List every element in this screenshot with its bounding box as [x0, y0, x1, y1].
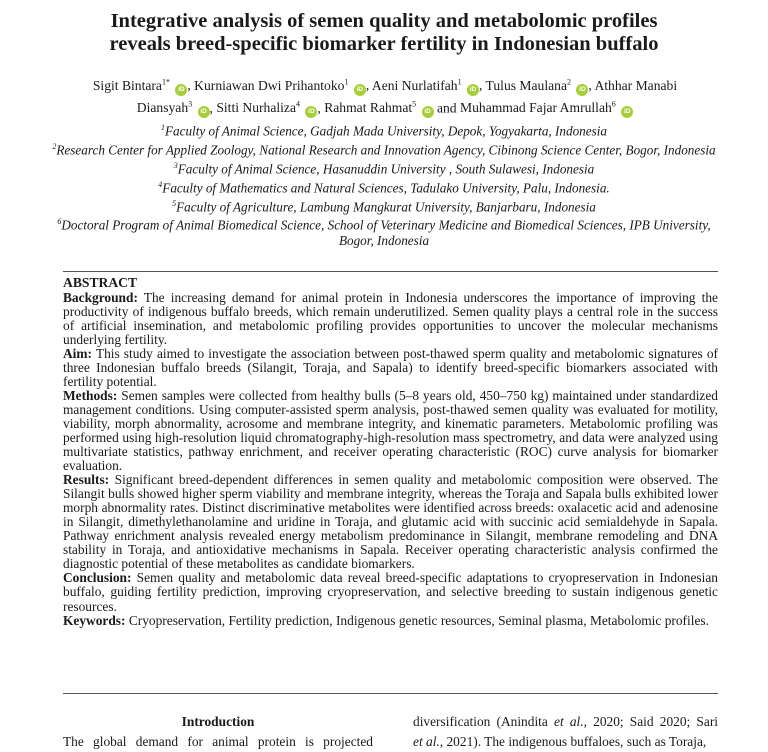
affiliation-mark: 5: [172, 198, 177, 208]
abstract-top-divider: [63, 271, 718, 272]
text-run: diversification (Anindita: [413, 714, 554, 729]
affiliation-mark: 2: [52, 141, 57, 151]
abstract-section: [63, 473, 718, 571]
abstract: [63, 276, 718, 628]
body-text-line: [413, 732, 718, 752]
affiliation: [40, 120, 728, 139]
affiliation-mark: 6: [57, 217, 62, 227]
title-line-2: reveals breed-specific biomarker fertility in Indonesian buffalo: [109, 33, 659, 55]
text-run-italic: et al.: [413, 734, 440, 749]
orcid-icon[interactable]: iD: [467, 84, 479, 96]
affiliation: [40, 177, 728, 196]
author-name: Aeni Nurlatifah: [371, 77, 458, 93]
abstract-section-text: Cryopreservation, Fertility prediction, Indigenous genetic resources, Seminal plasma, Metabolomic profiles.: [125, 612, 709, 628]
author-affiliation-mark: 4: [296, 99, 300, 109]
abstract-bottom-divider: [63, 693, 718, 694]
abstract-section-label: Results:: [63, 472, 110, 488]
orcid-icon[interactable]: iD: [621, 106, 633, 118]
text-run: , 2021). The indigenous buffaloes, such as Toraja,: [439, 734, 707, 749]
column-right: [413, 712, 718, 752]
author-affiliation-mark: 3: [188, 99, 193, 109]
abstract-section-label: Background:: [63, 289, 138, 305]
affiliation-mark: 3: [173, 160, 178, 170]
author-name: Rahmat Rahmat: [324, 100, 413, 116]
abstract-section-text: The increasing demand for animal protein in Indonesia underscores the importance of improving the productivity of indigenous buffalo breeds, which remain underutilized. Semen quality plays a central role in the success of artificial insemination, and metabolomic profiling provides opportunities to uncover the molecular mechanisms underlying fertility.: [63, 289, 718, 347]
author: [324, 100, 433, 115]
author-affiliation-mark: 2: [567, 77, 571, 86]
body-text-line: The global demand for animal protein is projected: [63, 734, 373, 749]
affiliation-text: Faculty of Mathematics and Natural Sciences, Tadulako University, Palu, Indonesia.: [162, 180, 610, 196]
author: [372, 78, 479, 93]
author-name: Muhammad Fajar Amrullah: [460, 100, 612, 116]
author-name: Sitti Nurhaliza: [216, 100, 296, 116]
body-text-line: [413, 712, 718, 732]
orcid-icon[interactable]: iD: [422, 106, 434, 118]
title-line-1: Integrative analysis of semen quality and metabolomic profiles: [110, 10, 658, 32]
affiliation: [40, 214, 728, 248]
author-name: Kurniawan Dwi Prihantoko: [194, 77, 345, 93]
abstract-section-text: This study aimed to investigate the association between post-thawed sperm quality and metabolomic signatures of three Indonesian buffalo breeds (Silangit, Toraja, and Sapala) to identify breed-specific biomarkers associated with fertility potential.: [63, 345, 718, 389]
author-affiliation-mark: 5: [412, 99, 417, 109]
column-left: [63, 712, 373, 752]
text-run: , 2020; Said 2020; Sari: [583, 714, 719, 729]
abstract-section: [63, 347, 718, 389]
introduction-heading: Introduction: [181, 714, 255, 729]
abstract-section-text: Semen samples were collected from healthy bulls (5–8 years old, 450–750 kg) maintained under standardized management conditions. Using computer-assisted sperm analysis, post-thawed semen quality was evaluated for motility, viability, morph abnormality, acrosome and membrane integrity, and kinematic parameters. Metabolomic profiling was performed using high-resolution liquid chromatography-high-resolution mass spectrometry, and data were analyzed using multivariate statistics, pathway enrichment, and receiver operating characteristic (ROC) curve analysis for biomarker evaluation.: [63, 387, 718, 474]
affiliation-mark: 4: [158, 179, 163, 189]
orcid-icon[interactable]: iD: [198, 106, 210, 118]
abstract-section-label: Methods:: [63, 387, 118, 403]
author-separator: ,: [187, 77, 195, 93]
author-affiliation-mark: 1: [344, 77, 349, 86]
affiliation-text: Faculty of Animal Science, Hasanuddin University , South Sulawesi, Indonesia: [177, 161, 595, 177]
author-affiliation-mark: 1*: [161, 77, 170, 86]
author-separator: ,: [209, 100, 217, 116]
author-name: Athhar Manabi Diansyah: [136, 77, 678, 116]
text-run-italic: et al.: [554, 714, 584, 729]
abstract-section: [63, 614, 718, 628]
author: [460, 100, 633, 115]
author-name: Sigit Bintara: [92, 77, 162, 93]
author: [486, 78, 589, 93]
affiliation: [40, 139, 728, 158]
author-separator: ,: [317, 100, 325, 116]
author-list: [90, 73, 680, 118]
abstract-section-text: Significant breed-dependent differences in semen quality and metabolomic composition were observed. The Silangit bulls showed higher sperm viability and membrane integrity, whereas the Toraja and Sapala bulls exhibited lower morph abnormality rates. Distinct discriminative metabolites were identified across breeds: oxalacetic acid and adenosine in Silangit, dimethylethanolamine and uridine in Toraja, and glutamic acid with succinic acid semialdehyde in Sapala. Pathway enrichment analysis revealed energy metabolism predominance in Silangit, membrane remodeling and DNA stability in Toraja, and antioxidative mechanisms in Sapala. Receiver operating characteristic analysis confirmed the diagnostic potential of these metabolites as candidate biomarkers.: [63, 472, 718, 572]
abstract-section: [63, 571, 718, 613]
affiliation-text: Faculty of Animal Science, Gadjah Mada University, Depok, Yogyakarta, Indonesia: [164, 123, 608, 139]
author: [216, 100, 317, 115]
author: [194, 78, 366, 93]
author-affiliation-mark: 1: [457, 77, 462, 86]
orcid-icon[interactable]: iD: [175, 84, 187, 96]
paper-title: [0, 10, 768, 56]
affiliation-text: Research Center for Applied Zoology, National Research and Innovation Agency, Cibinong Science Center, Bogor, Indonesia: [56, 142, 716, 158]
abstract-section-text: Semen quality and metabolomic data reveal breed-specific adaptations to cryopreservation in Indonesian buffalo, guiding fertility prediction, improving cryopreservation, and selective breeding to sustain indigenous genetic resources.: [63, 570, 718, 614]
abstract-section: [63, 389, 718, 473]
author-separator: ,: [478, 77, 486, 93]
author-name: Tulus Maulana: [485, 77, 567, 93]
orcid-icon[interactable]: iD: [305, 106, 317, 118]
affiliations: [40, 120, 728, 249]
affiliation-text: Doctoral Program of Animal Biomedical Science, School of Veterinary Medicine and Biomedical Sciences, IPB University, Bogor, Indonesia: [61, 217, 711, 249]
author-separator: ,: [365, 77, 372, 93]
author-separator: ,: [588, 77, 595, 93]
abstract-section: [63, 291, 718, 347]
affiliation: [40, 158, 728, 177]
author: [93, 78, 188, 93]
abstract-section-label: Keywords:: [63, 612, 126, 628]
orcid-icon[interactable]: iD: [576, 84, 588, 96]
author-affiliation-mark: 6: [611, 99, 616, 109]
abstract-heading: ABSTRACT: [63, 275, 138, 290]
affiliation: [40, 196, 728, 215]
affiliation-mark: 1: [160, 123, 165, 132]
author-separator: and: [433, 100, 461, 116]
orcid-icon[interactable]: iD: [354, 84, 366, 96]
affiliation-text: Faculty of Agriculture, Lambung Mangkurat University, Banjarbaru, Indonesia: [176, 198, 596, 214]
abstract-section-label: Aim:: [63, 345, 93, 361]
abstract-section-label: Conclusion:: [63, 570, 132, 586]
